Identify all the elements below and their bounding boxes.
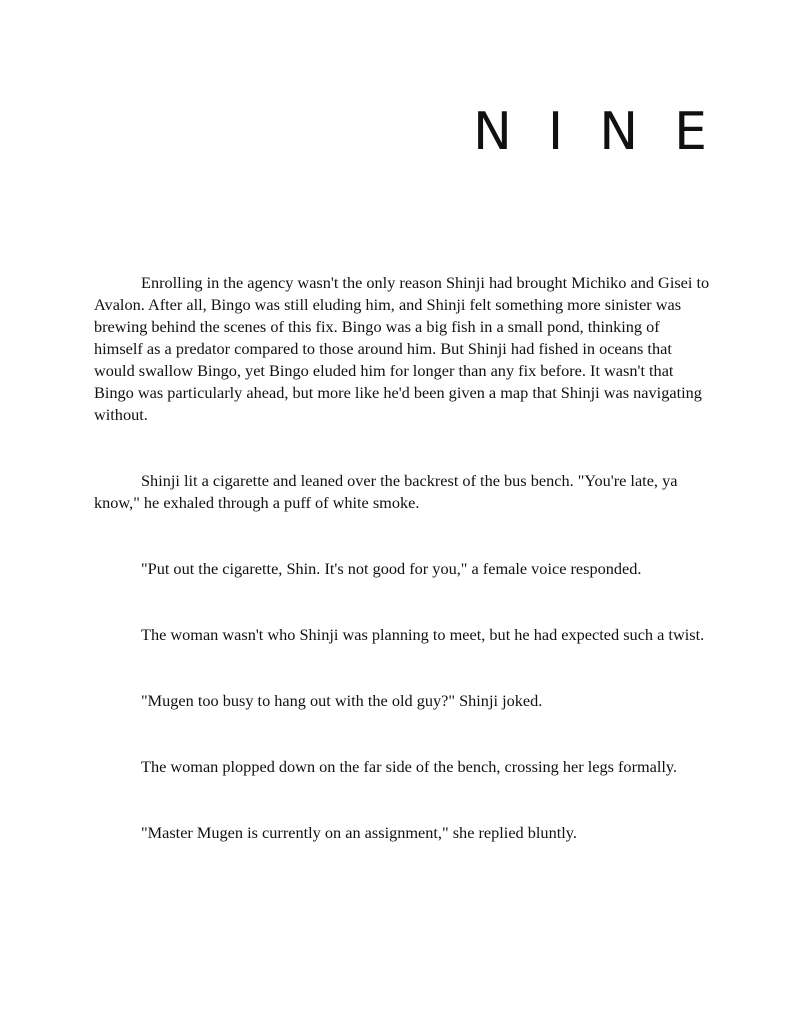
paragraph: Enrolling in the agency wasn't the only reason Shinji had brought Michiko and Gisei to Avalon. After all, Bingo was still eluding him, and Shinji felt something more sinister was brewing behind the scenes of this fix. Bingo was a big fish in a small pond, thinking of himself as a predator compared to those around him. But Shinji had fished in oceans that would swallow Bingo, yet Bingo eluded him for longer than any fix before. It wasn't that Bingo was particularly ahead, but more like he'd been given a map that Shinji was navigating without. xyxy=(94,273,710,424)
paragraph: "Master Mugen is currently on an assignment," she replied bluntly. xyxy=(141,823,577,842)
paragraph: The woman plopped down on the far side of the bench, crossing her legs formally. xyxy=(141,757,678,776)
chapter-title: NINE xyxy=(473,102,743,162)
chapter-body xyxy=(94,272,710,888)
paragraph: "Put out the cigarette, Shin. It's not good for you," a female voice responded. xyxy=(141,559,642,578)
paragraph: The woman wasn't who Shinji was planning to meet, but he had expected such a twist. xyxy=(141,625,705,644)
paragraph: Shinji lit a cigarette and leaned over the backrest of the bus bench. "You're late, ya know," he exhaled through a puff of white smoke. xyxy=(94,471,678,512)
paragraph: "Mugen too busy to hang out with the old guy?" Shinji joked. xyxy=(141,691,543,710)
